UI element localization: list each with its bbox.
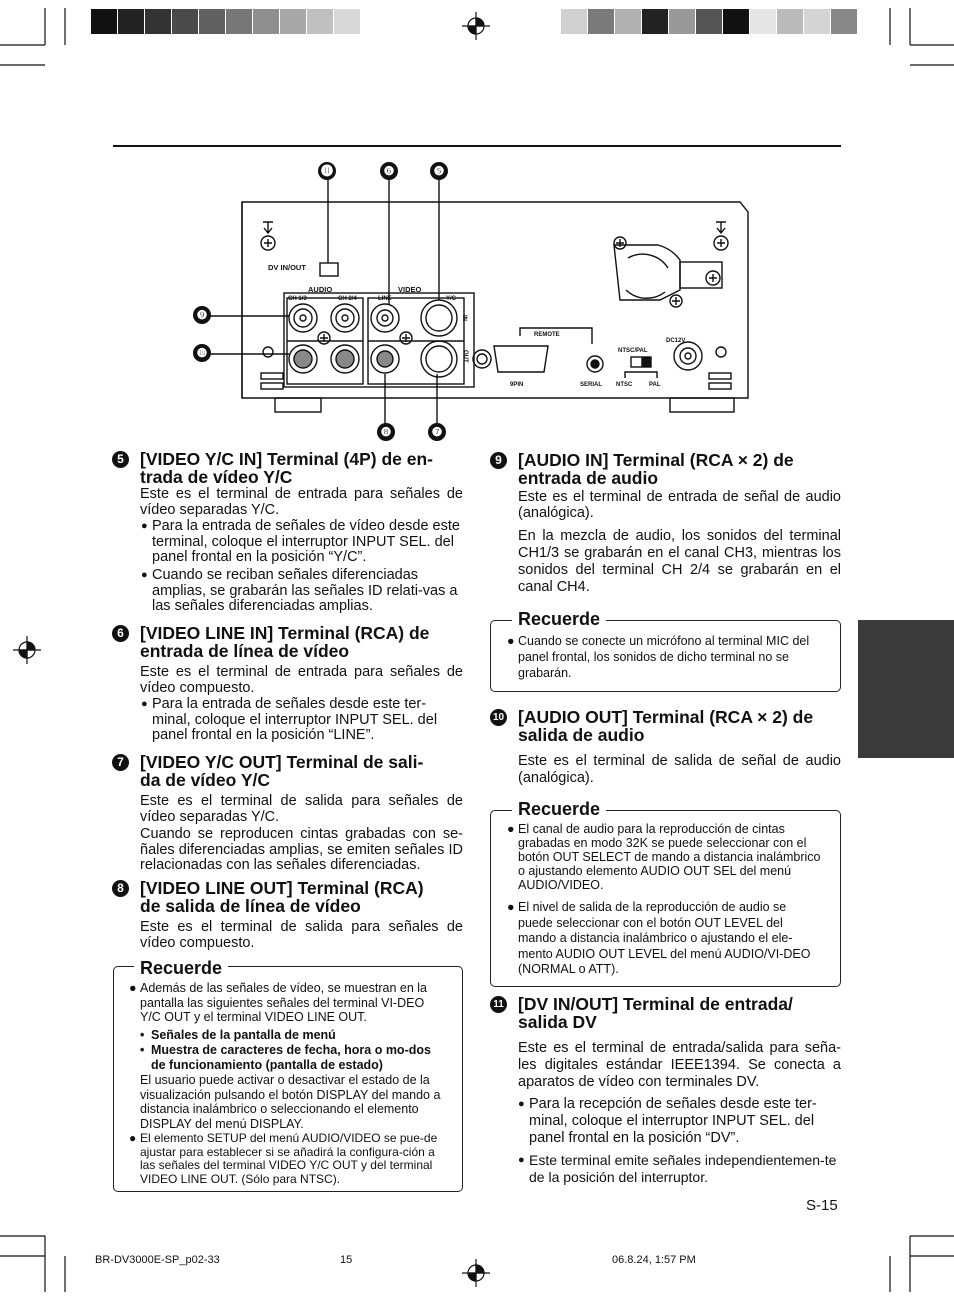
recuerde-1-bullet-2-text: El elemento SETUP del menú AUDIO/VIDEO se pue-de ajustar para establecer si se añadirá la configura-ción a las señales del terminal VIDEO Y/C OUT y del terminal VIDEO LINE OUT. (Sólo para NTSC). <box>140 1131 438 1186</box>
label-remote: REMOTE <box>534 332 560 338</box>
recuerde-1-subbullet-2-text: Muestra de caracteres de fecha, hora o mo-dos de funcionamiento (pantalla de estado) <box>151 1043 431 1072</box>
section-5-bullet-1: ● Para la entrada de señales de vídeo desde este terminal, coloque el interruptor INPUT SEL. del panel frontal en la posición “Y/C”. <box>141 518 460 565</box>
recuerde-3-bullet-2: ● El nivel de salida de la reproducción de audio se puede seleccionar con el botón OUT LEVEL del mando a distancia inalámbrico o ajustando el ele-mento AUDIO OUT LEVEL del menú AUDIO/VI-DEO (NORMAL o ATT). <box>507 900 811 976</box>
section-11-number: 11 <box>490 996 507 1013</box>
section-8-title-line1: [VIDEO LINE OUT] Terminal (RCA) <box>140 878 424 898</box>
section-11-text: Este es el terminal de entrada/salida para seña-les digitales estándar IEEE1394. Se conecta a aparatos de vídeo con terminales DV. <box>518 1040 841 1090</box>
callout-11: ⓫ <box>318 162 336 180</box>
section-5-bullet-2-text: Cuando se reciban señales diferenciadas amplias, se grabarán las señales ID relati-vas a las señales diferenciadas amplias. <box>152 567 458 614</box>
callout-6: ❻ <box>380 162 398 180</box>
recuerde-1-paragraph: El usuario puede activar o desactivar el estado de la visualización pulsando el botón DISPLAY del mando a distancia inalámbrico o seleccionando el elemento DISPLAY del menú DISPLAY. <box>140 1073 441 1131</box>
footer-date: 06.8.24, 1:57 PM <box>612 1254 696 1266</box>
section-7-number: 7 <box>112 754 129 771</box>
recuerde-1-subbullet-1: • Señales de la pantalla de menú <box>140 1028 336 1042</box>
label-dc: DC12V <box>666 338 686 344</box>
section-11-bullet-2-text: Este terminal emite señales independientemen-te de la posición del interruptor. <box>529 1152 837 1185</box>
callout-9: ❾ <box>193 306 211 324</box>
header-rule <box>113 145 841 147</box>
section-11-title-line1: [DV IN/OUT] Terminal de entrada/ <box>518 994 793 1014</box>
section-7-title-line1: [VIDEO Y/C OUT] Terminal de sali- <box>140 752 424 772</box>
footer-page: 15 <box>340 1254 353 1266</box>
registration-mark-top <box>462 12 490 40</box>
section-5-title-line1: [VIDEO Y/C IN] Terminal (4P) de en- <box>140 449 434 469</box>
recuerde-3-bullet-1-text: El canal de audio para la reproducción de cintas grabadas en modo 32K se puede seleccionar con el botón OUT SELECT de mando a distancia inalámbrico o ajustando elemento AUDIO OUT SEL del menú AUDIO/VIDEO. <box>518 822 821 892</box>
section-9-text-1: Este es el terminal de entrada de señal de audio (analógica). <box>518 489 841 521</box>
section-6-title-line1: [VIDEO LINE IN] Terminal (RCA) de <box>140 623 430 643</box>
registration-mark-left <box>13 636 41 664</box>
recuerde-box-1-title: Recuerde <box>134 958 228 978</box>
section-8-text: Este es el terminal de salida para señales de vídeo compuesto. <box>140 919 463 951</box>
section-9-number: 9 <box>490 452 507 469</box>
section-7-text-1: Este es el terminal de salida para señales de vídeo separadas Y/C. <box>140 793 463 825</box>
label-9pin: 9PIN <box>510 382 524 388</box>
recuerde-3-bullet-1: ● El canal de audio para la reproducción de cintas grabadas en modo 32K se puede seleccionar con el botón OUT SELECT de mando a distancia inalámbrico o ajustando elemento AUDIO OUT SEL del menú AUDIO/VIDEO. <box>507 822 821 892</box>
section-5-title-line2: trada de vídeo Y/C <box>140 467 293 487</box>
section-tab <box>858 620 954 758</box>
section-10-text: Este es el terminal de salida de señal de audio (analógica). <box>518 753 841 786</box>
section-5-bullet-2: ● Cuando se reciban señales diferenciadas amplias, se grabarán las señales ID relati-vas a las señales diferenciadas amplias. <box>141 567 458 614</box>
section-6-title-line2: entrada de línea de vídeo <box>140 641 350 661</box>
recuerde-1-bullet-1-text: Además de las señales de vídeo, se muestran en la pantalla las siguientes señales del terminal VI-DEO Y/C OUT y el terminal VIDEO LINE OUT. <box>140 981 427 1024</box>
label-dv: DV IN/OUT <box>268 263 306 272</box>
recuerde-3-bullet-2-text: El nivel de salida de la reproducción de audio se puede seleccionar con el botón OUT LEVEL del mando a distancia inalámbrico o ajustando el ele-mento AUDIO OUT LEVEL del menú AUDIO/VI-DEO (NORMAL o ATT). <box>518 900 811 976</box>
section-8-title-line2: de salida de línea de vídeo <box>140 896 361 916</box>
section-11-bullet-1-text: Para la recepción de señales desde este ter-minal, coloque el interruptor INPUT SEL. del panel frontal en la posición “DV”. <box>529 1096 817 1146</box>
label-ntscpal: NTSC/PAL <box>618 348 648 354</box>
section-11-title-line2: salida DV <box>518 1012 597 1032</box>
rear-panel-diagram <box>0 150 954 445</box>
section-7-text-2: Cuando se reproducen cintas grabadas con se-ñales diferenciadas amplias, se emiten señales ID relacionadas con las señales diferenciadas. <box>140 826 463 873</box>
registration-mark-bottom <box>462 1259 490 1287</box>
label-serial: SERIAL <box>580 382 603 388</box>
section-10-title-line1: [AUDIO OUT] Terminal (RCA × 2) de <box>518 707 814 727</box>
section-11-bullet-2: ● Este terminal emite señales independientemen-te de la posición del interruptor. <box>518 1152 837 1185</box>
section-7-title-line2: da de vídeo Y/C <box>140 770 270 790</box>
label-ntsc: NTSC <box>616 382 633 388</box>
recuerde-box-3-title: Recuerde <box>512 799 606 819</box>
label-pal: PAL <box>649 382 661 388</box>
callout-10: ❿ <box>193 344 211 362</box>
section-8-number: 8 <box>112 880 129 897</box>
section-6-bullet-1-text: Para la entrada de señales desde este ter-minal, coloque el interruptor INPUT SEL. del panel frontal en la posición “LINE”. <box>152 696 438 743</box>
section-6-bullet-1: ● Para la entrada de señales desde este ter-minal, coloque el interruptor INPUT SEL. del panel frontal en la posición “LINE”. <box>141 696 438 743</box>
callout-7: ❼ <box>428 423 446 441</box>
recuerde-2-bullet-1-text: Cuando se conecte un micrófono al terminal MIC del panel frontal, los sonidos de dicho terminal no se grabarán. <box>518 634 810 680</box>
page-number: S-15 <box>806 1197 838 1214</box>
section-5-number: 5 <box>112 451 129 468</box>
label-in: IN <box>461 315 467 321</box>
section-10-title-line2: salida de audio <box>518 725 645 745</box>
section-11-bullet-1: ● Para la recepción de señales desde este ter-minal, coloque el interruptor INPUT SEL. del panel frontal en la posición “DV”. <box>518 1096 817 1146</box>
section-9-title-line1: [AUDIO IN] Terminal (RCA × 2) de <box>518 450 794 470</box>
label-line: LINE <box>378 296 392 302</box>
recuerde-1-subbullet-1-text: Señales de la pantalla de menú <box>151 1028 336 1042</box>
label-audio: AUDIO <box>308 285 333 294</box>
footer-filename: BR-DV3000E-SP_p02-33 <box>95 1254 220 1266</box>
section-10-number: 10 <box>490 709 507 726</box>
recuerde-box-2-title: Recuerde <box>512 609 606 629</box>
label-ch13: CH 1/3 <box>288 296 307 302</box>
recuerde-1-bullet-1: ● Además de las señales de vídeo, se muestran en la pantalla las siguientes señales del terminal VI-DEO Y/C OUT y el terminal VIDEO LINE OUT. <box>129 981 427 1024</box>
callout-8: ❽ <box>377 423 395 441</box>
section-6-number: 6 <box>112 625 129 642</box>
label-ch24: CH 2/4 <box>338 296 357 302</box>
label-video: VIDEO <box>398 285 422 294</box>
callout-5: ❺ <box>430 162 448 180</box>
recuerde-2-bullet-1: ● Cuando se conecte un micrófono al terminal MIC del panel frontal, los sonidos de dicho terminal no se grabarán. <box>507 634 810 680</box>
section-9-title-line2: entrada de audio <box>518 468 659 488</box>
label-out: OUT <box>462 350 468 363</box>
section-6-text: Este es el terminal de entrada para señales de vídeo compuesto. <box>140 664 463 696</box>
section-9-text-2: En la mezcla de audio, los sonidos del terminal CH1/3 se grabarán en el canal CH3, mientras los sonidos del terminal CH 2/4 se grabarán en el canal CH4. <box>518 528 841 595</box>
section-5-bullet-1-text: Para la entrada de señales de vídeo desde este terminal, coloque el interruptor INPUT SEL. del panel frontal en la posición “Y/C”. <box>152 518 460 565</box>
recuerde-1-bullet-2: ● El elemento SETUP del menú AUDIO/VIDEO se pue-de ajustar para establecer si se añadirá la configura-ción a las señales del terminal VIDEO Y/C OUT y del terminal VIDEO LINE OUT. (Sólo para NTSC). <box>129 1131 438 1186</box>
label-yc: Y/C <box>446 296 457 302</box>
recuerde-1-subbullet-2: • Muestra de caracteres de fecha, hora o mo-dos de funcionamiento (pantalla de estado) <box>140 1043 431 1072</box>
section-5-text: Este es el terminal de entrada para señales de vídeo separadas Y/C. <box>140 486 463 518</box>
